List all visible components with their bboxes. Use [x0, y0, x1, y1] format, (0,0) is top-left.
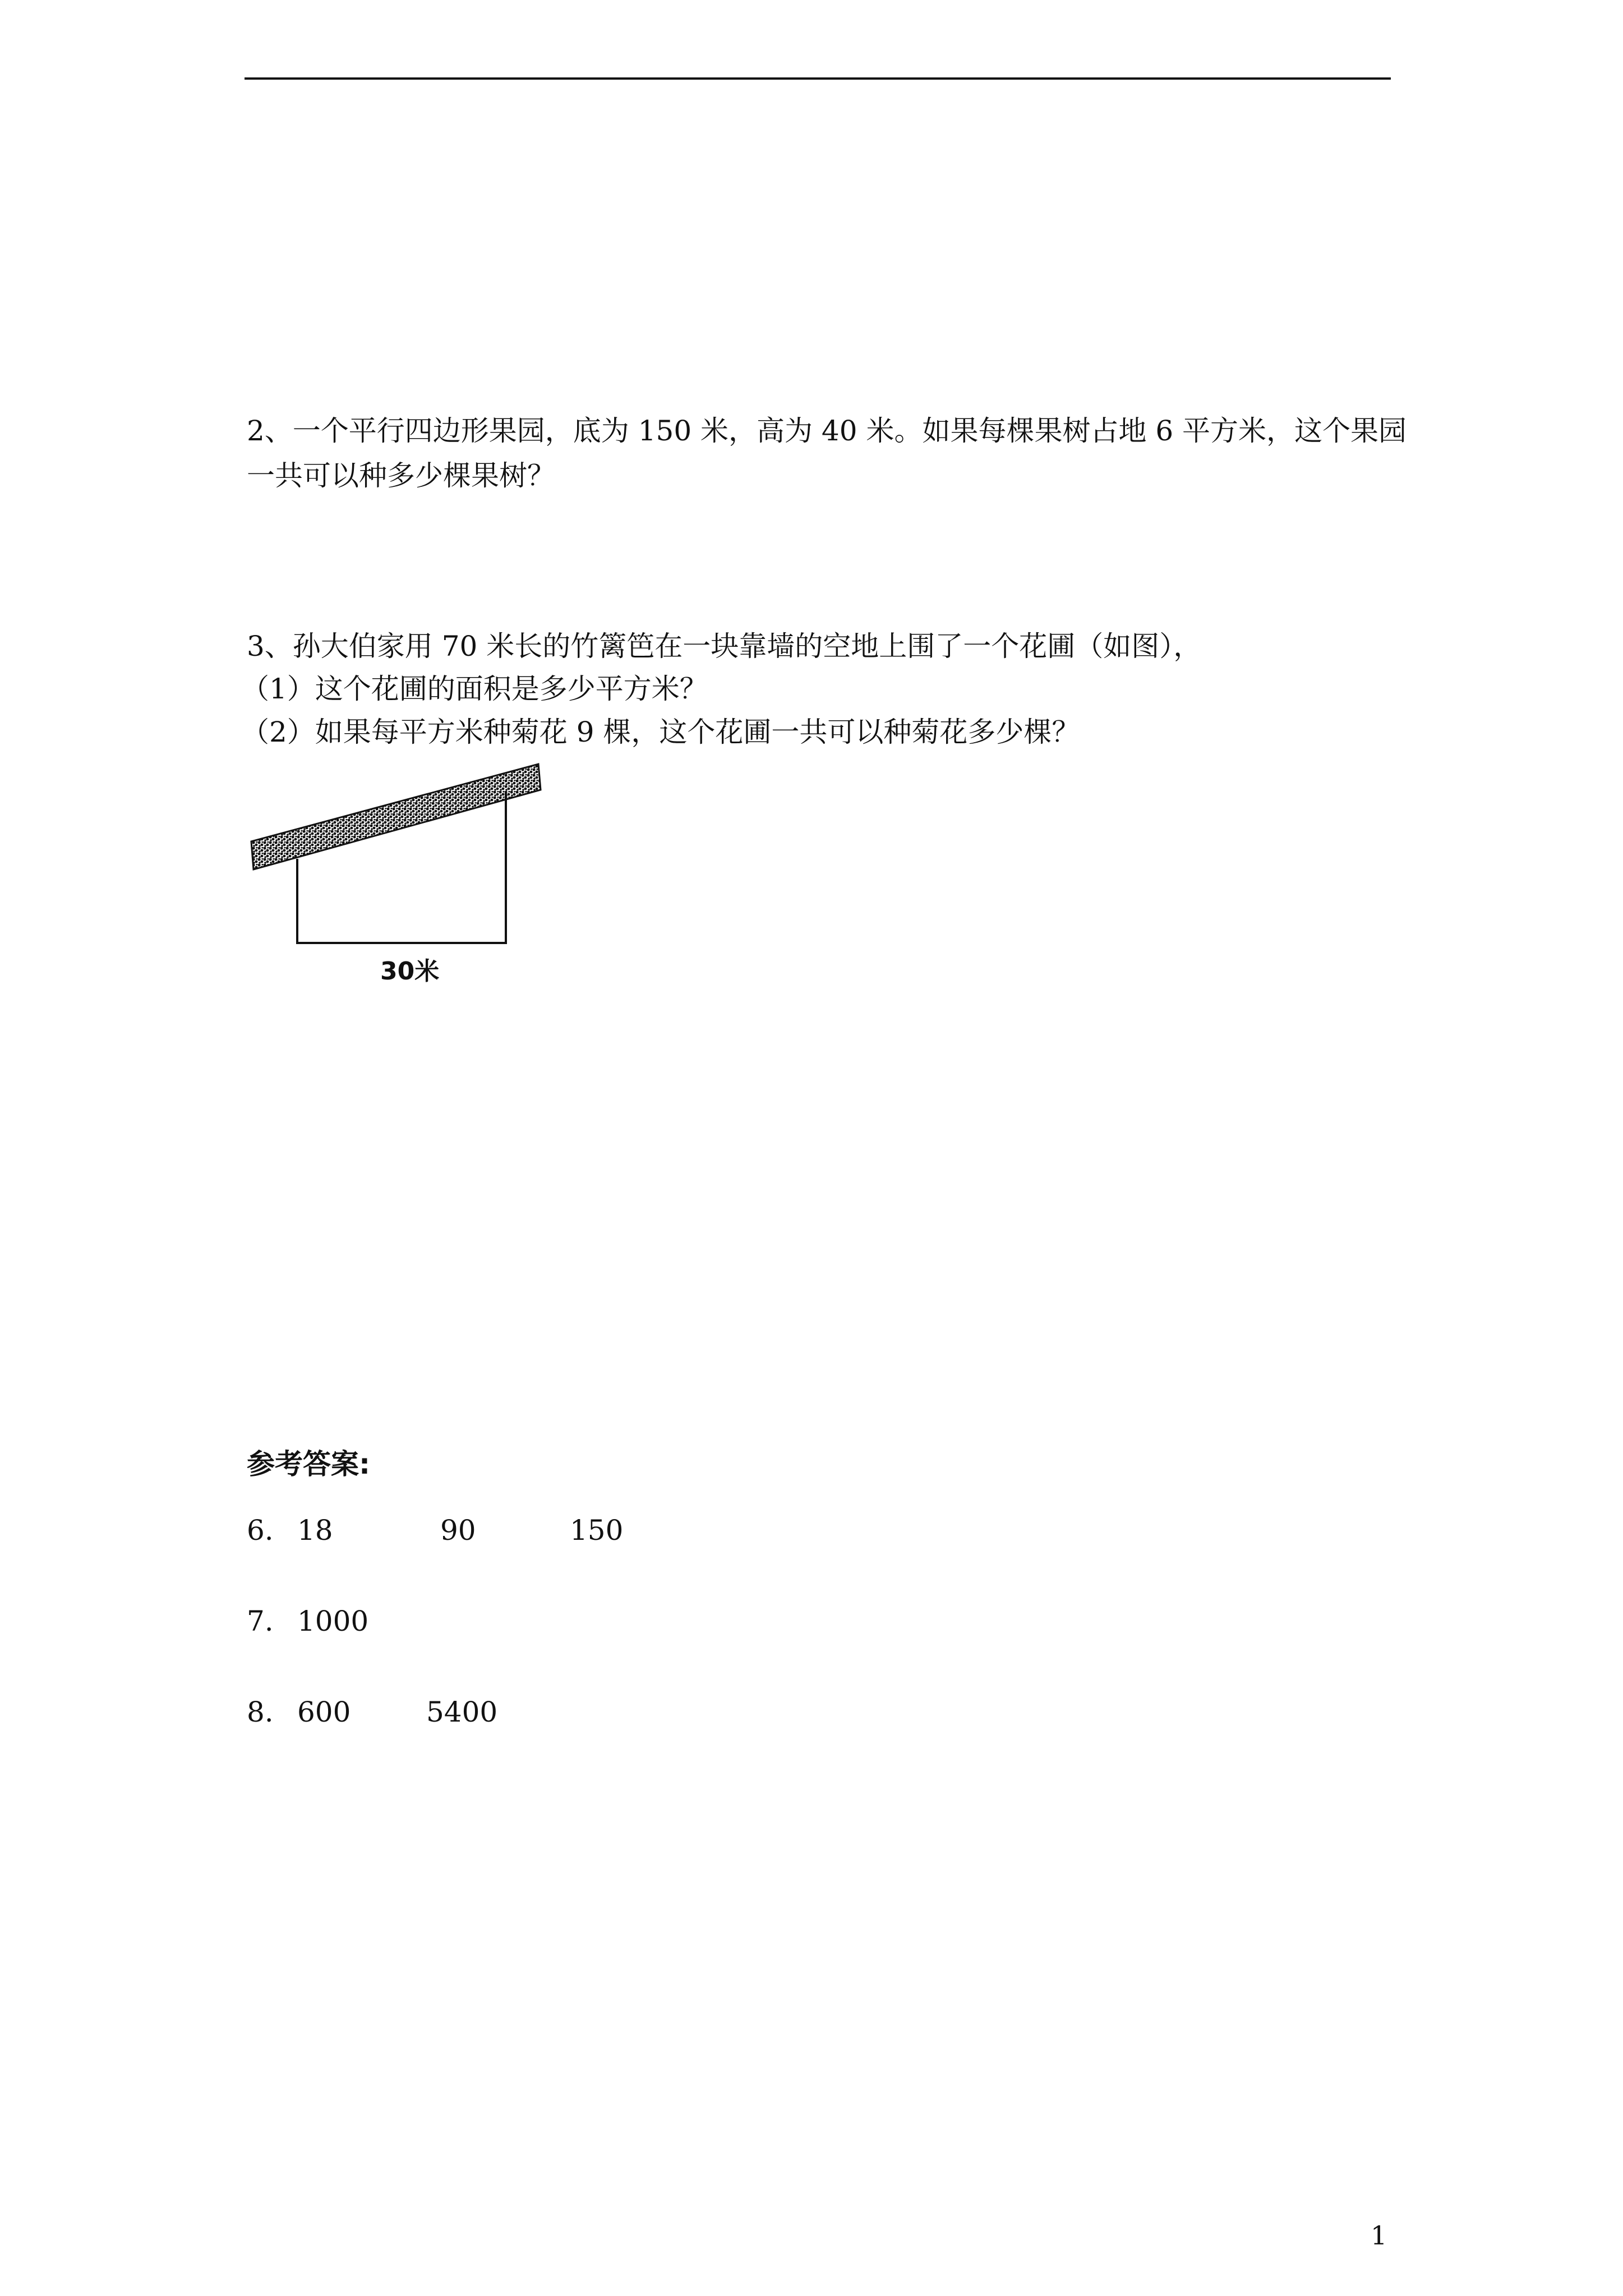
answer-value: 1000	[297, 1605, 369, 1637]
answer-number: 7.	[247, 1605, 274, 1637]
dimension-label: 30米	[380, 957, 440, 986]
answer-value: 150	[570, 1514, 624, 1547]
question-3-sub-1: （1）这个花圃的面积是多少平方米？	[241, 673, 708, 705]
answer-value: 600	[297, 1696, 351, 1728]
page-number: 1	[1371, 2220, 1387, 2251]
header-rule	[245, 77, 1391, 80]
answers-title: 参考答案:	[247, 1448, 370, 1480]
answer-value: 18	[297, 1514, 333, 1547]
wall	[251, 764, 541, 869]
answer-value: 5400	[426, 1696, 498, 1728]
answer-number: 8.	[247, 1696, 274, 1728]
garden-diagram	[247, 757, 561, 999]
question-2-line-2: 一共可以种多少棵果树？	[247, 459, 555, 492]
question-2-line-1: 2、一个平行四边形果园，底为 150 米，高为 40 米。如果每棵果树占地 6 平方米，这个果园	[247, 415, 1407, 447]
question-3-sub-2: （2）如果每平方米种菊花 9 棵，这个花圃一共可以种菊花多少棵？	[241, 716, 1080, 748]
answer-value: 90	[440, 1514, 476, 1547]
answer-number: 6.	[247, 1514, 274, 1547]
question-3-line-1: 3、孙大伯家用 70 米长的竹篱笆在一块靠墙的空地上围了一个花圃（如图），	[247, 630, 1202, 662]
